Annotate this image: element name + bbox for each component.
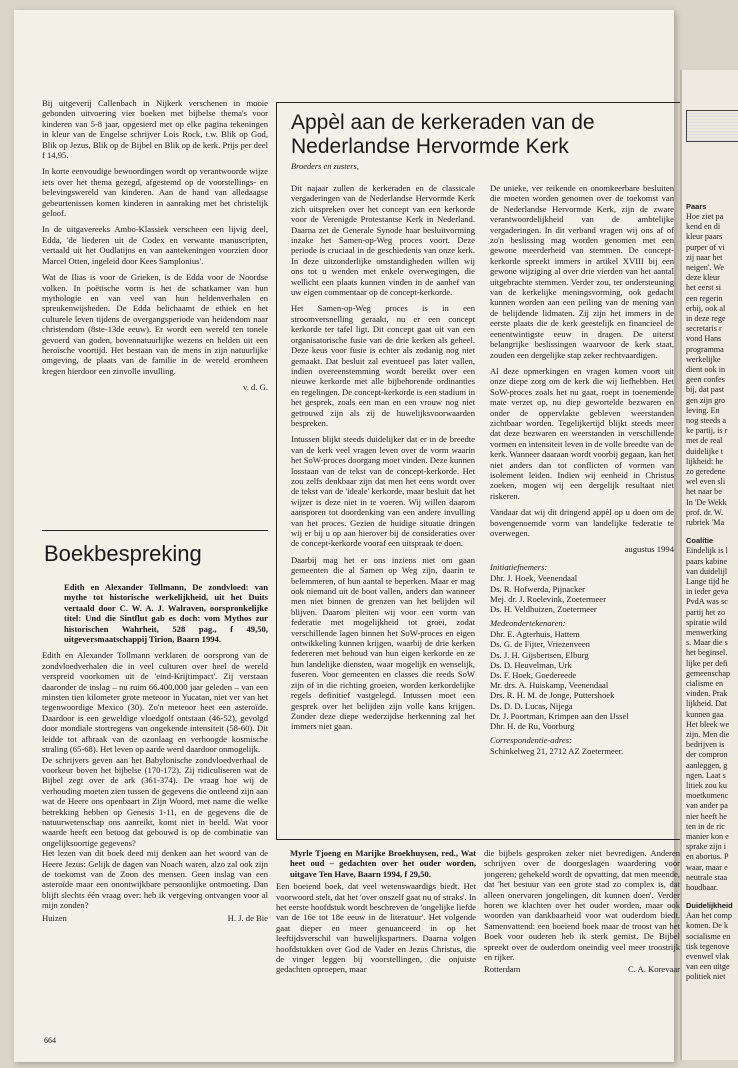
adjacent-line: Eindelijk is l xyxy=(686,546,728,556)
adjacent-line: van duidelijl xyxy=(686,566,728,576)
adjacent-line: zo geredene xyxy=(686,467,726,477)
cosigners-label: Medeondertekenaren: xyxy=(490,618,566,629)
review-paragraph-1: Edith en Alexander Tollmann verklaren de oorsprong van de zondvloedverhalen die in veel culturen over heel de wereld verspreid voorkomen uit de 'eind-Krijtimpact'. Zij verstaan daaronder de inslag – nu ruim 66.400.000 jaar geleden – van een minsten tien kilometer grote meteoor in Yucatan, niet ver van het tegenwoordige Mexico (30). Zo'n meteoor heet een asteroïde. Daardoor is een geweldige vloedgolf ontstaan (46-52), gevolgd door mondiale stortregens van ongekende intensiteit (58-60). Dit leidde tot afbraak van de ozonlaag en verhoogde kosmische straling (65-68). Het leven op aarde werd daardoor onmogelijk. xyxy=(42,650,268,755)
cosigner-name: Dr. J. Poortman, Krimpen aan den IJssel xyxy=(490,710,629,721)
adjacent-line: Aan het comp xyxy=(686,911,732,921)
adjacent-line: sprake zijn i xyxy=(686,842,727,852)
adjacent-line: in ieder geva xyxy=(686,587,729,597)
review-paragraph-3: Het lezen van dit boek deed mij denken aan het woord van de Heere Jezus: Gelijk de dagen van Noach waren, alzo zal ook zijn de toekomst van de Zoon des mensen. Geen inslag van een asteroïde maar een onontwijkbare persoonlijke ontmoeting. Dan blijft slechts één vraag over: heb ik vergeving ontvangen voor al mijn zonden? xyxy=(42,848,268,911)
appeal-salutation: Broeders en zusters, xyxy=(291,162,359,171)
adjacent-line: programma xyxy=(686,344,724,354)
adjacent-line: der compron xyxy=(686,750,728,760)
adjacent-line: zijn. Men die xyxy=(686,729,730,739)
adjacent-line: Lange tijd he xyxy=(686,576,730,586)
adjacent-line: zij naar het xyxy=(686,252,723,262)
adjacent-line: lijkheid. Dat xyxy=(686,699,727,709)
adjacent-line: ten in de ric xyxy=(686,821,725,831)
adjacent-line: erbij, ook al xyxy=(686,303,726,313)
adjacent-line: komen. De k xyxy=(686,921,729,931)
review-place: Huizen xyxy=(42,912,67,923)
left-signature: v. d. G. xyxy=(243,382,268,393)
second-review-place: Rotterdam xyxy=(484,964,521,975)
cosigner-name: Ds. D. Heuvelman, Urk xyxy=(490,659,572,670)
cosigner-name: Ds. J. H. Gijsbertsen, Elburg xyxy=(490,649,589,660)
adjacent-line: tisk tegenove xyxy=(686,941,730,951)
review-signature xyxy=(42,913,268,923)
adjacent-line: partij het zo xyxy=(686,607,726,617)
page-number: 664 xyxy=(44,1036,56,1045)
adjacent-line: dient ook in xyxy=(686,365,726,375)
second-review-header: Myrle Tjoeng en Marijke Broekhuysen, red., Wat heet oud – gedachten over het ouder worden, uitgave Ten Have, Baarn 1994, f 29,50. xyxy=(290,848,476,879)
initiators-list xyxy=(490,573,674,614)
correspondence-address: Schinkelweg 21, 2712 AZ Zoetermeer. xyxy=(490,746,624,757)
adjacent-line: het beginsel. xyxy=(686,648,728,658)
adjacent-line: het eerst si xyxy=(686,283,722,293)
adjacent-line: rubriek 'Ma xyxy=(686,518,725,528)
adjacent-line: het naar be xyxy=(686,487,722,497)
adjacent-line: evenwel vlak xyxy=(686,952,730,962)
cosigner-name: Ds. G. de Fijter, Vriezenveen xyxy=(490,639,590,650)
adjacent-page xyxy=(680,70,738,1060)
adjacent-heading-1: Paars xyxy=(686,202,707,211)
adjacent-line: met de real xyxy=(686,436,723,446)
correspondence-label: Correspondentie-adres: xyxy=(490,735,572,746)
appeal-right-column xyxy=(490,183,674,760)
cosigner-name: Ds. D. D. Lucas, Nijega xyxy=(490,700,573,711)
adjacent-line: een regerin xyxy=(686,293,723,303)
adjacent-line: van een uitge xyxy=(686,962,730,972)
cosigner-name: Ds. F. Hoek, Goedereede xyxy=(490,670,577,681)
appeal-paragraph: Het Samen-op-Weg proces is in een stroomversnelling geraakt, nu er een concept kerkorde ter tafel ligt. Dit concept gaat uit van een organisatorische fusie van de drie kerken als geheel. Deze keus voor fusie is echter als zodanig nog niet gemaakt. Dat besluit zal eventueel pas later vallen, indien overeenstemming wordt bereikt over een nieuwe kerkorde met alle bijbehorende ordinanties en regelingen. De concept-kerkorde is een stadium in het gesprek, zoals een man en een vrouw nog niet getrouwd zijn als zij de huwelijksvoorwaarden bespreken. xyxy=(291,303,475,428)
left-paragraph-3: In de uitgavereeks Ambo-Klassiek verscheen een lijvig deel, Edda, 'de liederen uit de Codex en verwante manuscripten, vertaald uit het Oudlatijns en van aantekeningen voorzien door Marcel Otten, ingeleid door Kees Samplonius'. xyxy=(42,224,268,266)
appeal-date: augustus 1994 xyxy=(624,544,674,555)
adjacent-line: gen zijn gro xyxy=(686,395,726,405)
adjacent-line: in deze rege xyxy=(686,314,726,324)
section-title: Boekbespreking xyxy=(44,541,202,566)
appeal-box xyxy=(276,102,688,840)
adjacent-line: neigen'. We xyxy=(686,263,724,273)
adjacent-line: deze kleur xyxy=(686,273,720,283)
second-review-signature xyxy=(484,964,680,974)
adjacent-line: van ander pa xyxy=(686,801,728,811)
adjacent-heading-2: Coalitie xyxy=(686,536,714,546)
adjacent-line: menwerking xyxy=(686,627,727,637)
adjacent-line: kend en di xyxy=(686,222,721,232)
adjacent-line: politiek niet xyxy=(686,972,726,982)
adjacent-line: manier kon e xyxy=(686,831,729,841)
appeal-paragraph: Al deze opmerkingen en vragen komen voort uit onze diepe zorg om de kerk die wij liefhebben. Het SoW-proces zoals het nu gaat, roept in toenemende mate verzet op, nu diep gewortelde bezwaren en onder de oppervlakte gebleven weerstanden zichtbaar worden. Tegelijkertijd blijkt steeds meer dat deze bezwaren en weerstanden in verschillende vormen en intensiteit leven in de volle breedte van de kerk. Wanneer daaraan wordt voorbij gegaan, kan het niet anders dan tot conflicten of vormen van isolement leiden. Indien wij eenheid in Christus zoeken, mogen wij een dergelijk resultaat niet riskeren. xyxy=(490,365,674,501)
magazine-page xyxy=(14,10,680,1062)
cosigners-list xyxy=(490,629,674,731)
cosigner-name: Dhr. E. Agterhuis, Hattem xyxy=(490,629,580,640)
adjacent-line: socialisme en xyxy=(686,931,731,941)
second-review-right xyxy=(484,848,680,974)
adjacent-line: purper of vi xyxy=(686,242,725,252)
adjacent-line: ngen. Laat s xyxy=(686,770,726,780)
adjacent-heading-3: Duidelijkheid xyxy=(686,901,733,911)
adjacent-line: moetkomenc xyxy=(686,791,729,801)
appeal-title: Appèl aan de kerkeraden van de Nederlandse Hervormde Kerk xyxy=(291,111,595,158)
initiator-name: Ds. H. Veldhuizen, Zoetermeer xyxy=(490,604,597,615)
adjacent-line: kunnen gaa xyxy=(686,709,724,719)
adjacent-line: en abortus. P xyxy=(686,852,729,862)
adjacent-line: vond Hans xyxy=(686,334,722,344)
review-column xyxy=(42,582,268,923)
adjacent-line: nog steeds a xyxy=(686,416,727,426)
appeal-paragraph: Dit najaar zullen de kerkeraden en de classicale vergaderingen van de Nederlandse Hervormde Kerk zich uitspreken over het concept van een kerkorde voor de Verenigde Protestantse Kerk in Nederland. Daarna zet de Generale Synode haar besluitvorming inzake het Samen-op-Weg proces voort. Deze periode is cruciaal in de geschiedenis van onze kerk. In deze uitzonderlijke omstandigheden willen wij ons tot u wenden met enkele overwegingen, die wellicht een plaats kunnen vinden in de aanhef van uw eigen commentaar op de concept-kerkorde. xyxy=(291,183,475,298)
second-review-author: C. A. Korevaar xyxy=(627,964,680,975)
review-paragraph-2: De schrijvers geven aan het Babylonische zondvloedverhaal de voorkeur boven het bijbelse (170-172). Zij ridiculiseren wat de Bijbel zegt over de ark (361-374). De vraag hoe wij de verhouding moeten zien tussen de gegevens die ontleend zijn aan wat de Heere ons openbaart in Zijn Woord, met name die welke betrekking hebben op Genesis 1-11, en de gegevens die de natuurwetenschap ons aanreikt, komt niet in beeld. Wat voor waarde heeft een betoog dat gebouwd is op de combinatie van ongelijksoortige gegevens? xyxy=(42,754,268,848)
adjacent-line: ke partij, is r xyxy=(686,426,728,436)
cosigner-name: Dhr. H. de Ru, Voorburg xyxy=(490,721,575,732)
left-paragraph-2: In korte eenvoudige bewoordingen wordt op verantwoorde wijze iets over het thema gezegd, afgestemd op de voorstellings- en belevingswereld van kinderen. Aan de hand van alledaagse gebeurtenissen komen kinderen in aanraking met het christelijk geloof. xyxy=(42,166,268,219)
adjacent-line: gemeenschap xyxy=(686,668,731,678)
adjacent-line: aanleggen, g xyxy=(686,760,728,770)
adjacent-line: paars kabine xyxy=(686,556,728,566)
adjacent-line: nier heeft he xyxy=(686,811,727,821)
adjacent-lines-2 xyxy=(682,546,738,893)
adjacent-line: geen confes xyxy=(686,375,725,385)
left-paragraph-4: Wat de Ilias is voor de Grieken, is de Edda voor de Noordse volken. In poëtische vorm is het de schatkamer van hun mythologie en van veel van hun heldenverhalen en spreukenwijsheden. De Edda belichaamt de ethiek en het culturele leven tijdens de overgangsperiode van heidendom naar christendom (8ste-13de eeuw). Er wordt een wereld ten tonele gevoerd van goden, bovennatuurlijke wezens en helden uit een heroïsche voortijd. Het bestaan van de mens in zijn natuurlijke omgeving, de plaats van de familie in de wereld eromheen kregen hierdoor een zinvolle invulling. xyxy=(42,272,268,376)
adjacent-line: prof. dr. W. xyxy=(686,507,724,517)
review-book-header: Edith en Alexander Tollmann, De zondvloed: van mythe tot historische werkelijkheid, uit het Duits vertaald door C. W. A. J. Walraven, oorspronkelijke titel: Und die Sintflut gab es doch: vom Mythos zur historischen Wahrheit, 528 pag., f 49,50, uitgeversmaatschappij Tirion, Baarn 1994. xyxy=(64,582,268,645)
left-column xyxy=(42,98,268,399)
appeal-paragraph: Intussen blijkt steeds duidelijker dat er in de breedte van de kerk veel vragen leven over de vorm waarin het SoW-proces doorgang moet vinden. Deze kunnen losstaan van de tekst van de concept-kerkorde. Het zou zelfs denkbaar zijn dat men het eens wordt over de tekst van de 'ideale' kerkorde, maar besluit dat het wijzer is deze niet in te voeren. Wij willen daarom aansporen tot doordenking van een andere invulling van het proces. Gezien de huidige situatie dringen wij er bij u op aan hierover bij de consideraties over de concept-kerkorde vooraf een uitspraak te doen. xyxy=(291,434,475,549)
adjacent-line: secretaris r xyxy=(686,324,722,334)
adjacent-lines-1 xyxy=(682,212,738,528)
appeal-left-column xyxy=(291,183,475,738)
initiator-name: Ds. R. Hofwerda, Pijnacker xyxy=(490,583,585,594)
second-review-text-left: Een boeiend boek, dat veel wetenswaardigs biedt. Het voorwoord stelt, dat het 'over onszelf gaat nu of straks'. In het eerste hoofdstuk wordt beschreven de 'ongelijke liefde van de 16e tot 18e eeuw in de literatuur'. Het volgende gaat dieper en meer genuanceerd in op het leeftijdsverschil van huwelijkspartners. Daarna volgen hoofdstukken over God de Vader en Jezus Christus, die de vinger leggen bij voorstellingen, die onjuiste gedachten oproepen, maar xyxy=(276,881,476,975)
adjacent-line: Hoe ziet pa xyxy=(686,212,724,221)
initiator-name: Dhr. J. Hoek, Veenendaal xyxy=(490,573,578,584)
appeal-paragraph: Vandaar dat wij dit dringend appèl op u doen om de bovengenoemde vorm van landelijke federatie te overwegen. xyxy=(490,507,674,538)
adjacent-line: bedrijven is xyxy=(686,740,725,750)
appeal-paragraph: De unieke, ver reikende en onomkeerbare besluiten die moeten worden genomen over de toekomst van de Nederlandse Hervormde Kerk, zijn de zware verantwoordelijkheid van de ambtelijke vergaderingen. In dit verband vragen wij ons af of zo'n beslissing mag worden genomen met een gewone meerderheid van stemmen. De concept-kerkorde spreekt immers in artikel XVIII bij een gewone wijziging al over drie vierden van het aantal uitgebrachte stemmen. Verder zou, ter ondersteuning van de kerkelijke meningsvorming, ook gedacht kunnen worden aan een peiling van de mening van de belijdende lidmaten. Zij zijn het immers in de eerste plaats die de kerk geestelijk en financieel de eenentwintigste eeuw in dragen. De uiterst belangrijke beslissingen waarvoor de kerk staat, zouden een dergelijke stap zeker rechtvaardigen. xyxy=(490,183,674,360)
left-paragraph-1: Bij uitgeverij Callenbach in Nijkerk verschenen in mooie gebonden uitvoering vier boeken met bijbelse thema's voor kinderen van 5-8 jaar, opgesierd met op elke pagina tekeningen in kleur van de Engelse schrijver Lois Rock, t.w. Blik op God, Blik op Jezus, Blik op de Bijbel en Blik op de kerk. Prijs per deel f 14,95. xyxy=(42,98,268,161)
adjacent-line: neutrale staa xyxy=(686,872,728,882)
adjacent-line: bij, dat past xyxy=(686,385,724,395)
adjacent-line: leving. En xyxy=(686,405,720,415)
adjacent-line: houdbaar. xyxy=(686,883,719,892)
adjacent-line: wel even sli xyxy=(686,477,726,487)
adjacent-line: waar, maar e xyxy=(686,862,728,872)
adjacent-line: Het bleek we xyxy=(686,719,730,729)
second-review-text-right: die bijbels gesproken zeker niet bevredigen. Anderen schrijven over de doorgeslagen waardering voor jongeren; gehekeld wordt de opvatting, dat men meende, dat 'het bestuur van een grote stad zo complex is, dat alleen onervaren jongelingen, dit kunnen doen'. Verder horen we klachten over het ouder worden, maar ook woorden van dankbaarheid voor wat ouderdom biedt. Samenvattend: een boeiend boek maar de troost van het Boek voor ouderen heb ik sterk gemist. De Bijbel spreekt over de ouderdom oneindig veel meer troostrijk en rijker. xyxy=(484,848,680,963)
adjacent-line: kleur paars xyxy=(686,232,723,242)
appeal-paragraph: Daarbij mag het er ons inziens niet om gaan gemeenten die al Samen op Weg zijn, daarin te belemmeren, of hun aantal te beperken. Maar er mag ook niemand uit de boot vallen, anders dan wanneer men niet binnen de grenzen van het belijden wil blijven. Daarom pleiten wij voor een vorm van federatie met mogelijkheid tot groei, zodat verschillende lagen binnen het SoW-proces en eigen ontwikkeling kunnen krijgen, waarbij de drie kerken federeren met behoud van hun eigen kerkorde en ze hun landelijke diensten, waar mogelijk en wenselijk, fuseren. Voor gemeenten en classes die reeds SoW zijn of in die richting groeien, worden kerkordelijke regels definitief vastgelegd. Intussen moet een gesprek over het belijden zijn volle kans krijgen. Zonder deze diepe wederzijdse herkenning zal het immers niet gaan. xyxy=(291,554,475,732)
adjacent-line: litiek zou ku xyxy=(686,780,727,790)
adjacent-page-header-box xyxy=(686,110,738,142)
adjacent-line: lijke per defi xyxy=(686,658,728,668)
adjacent-line: PvdA was sc xyxy=(686,597,728,607)
adjacent-line: lijkheid: he xyxy=(686,456,724,466)
adjacent-line: s. Maar die s xyxy=(686,638,728,648)
adjacent-lines-3 xyxy=(682,911,738,982)
cosigner-name: Drs. R. H. M. de Jonge, Puttershoek xyxy=(490,690,615,701)
adjacent-line: In 'De Wekk xyxy=(686,497,727,507)
adjacent-line: duidelijke t xyxy=(686,446,724,456)
initiators-label: Initiatiefnemers: xyxy=(490,562,548,573)
initiator-name: Mej. dr. J. Roelevink, Zoetermeer xyxy=(490,593,606,604)
cosigner-name: Mr. drs. A. Huiskamp, Veenendaal xyxy=(490,680,609,691)
section-divider xyxy=(42,530,268,531)
adjacent-line: cialisme en xyxy=(686,678,724,688)
adjacent-line: werkelijke xyxy=(686,354,721,364)
review-author: H. J. de Bie xyxy=(227,912,268,923)
adjacent-line: vinden. Prak xyxy=(686,689,728,699)
second-review-left xyxy=(276,848,476,981)
adjacent-line: spiratie wild xyxy=(686,617,727,627)
